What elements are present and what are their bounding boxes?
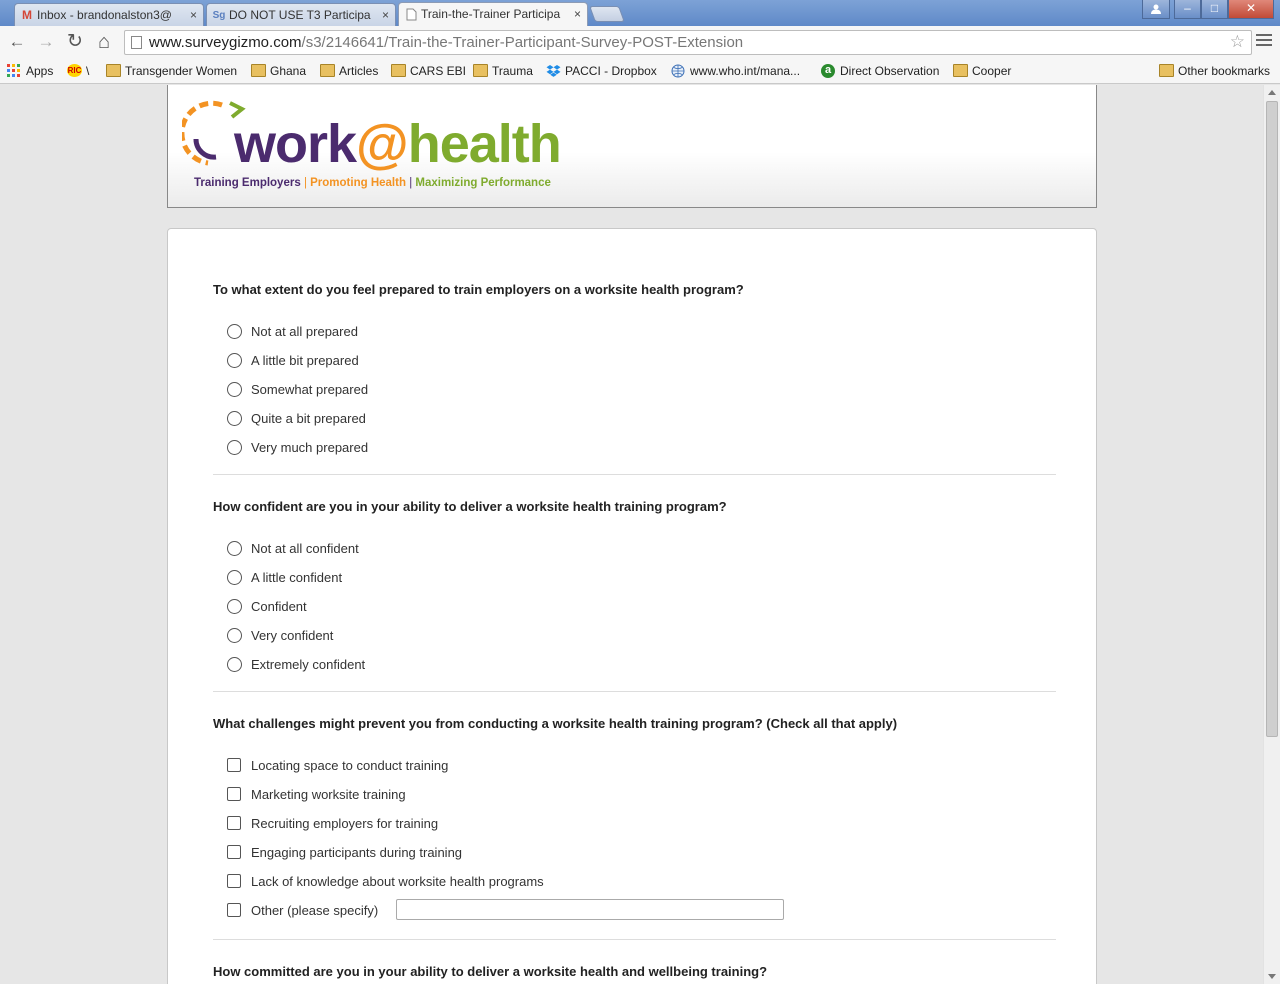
tab-label: Inbox - brandonalston3@	[37, 8, 172, 22]
other-specify-input[interactable]	[396, 899, 784, 920]
forward-button[interactable]: →	[37, 32, 55, 51]
radio-button[interactable]	[227, 382, 242, 397]
tab-gmail-inbox[interactable]	[14, 3, 204, 26]
checkbox-option[interactable]: Marketing worksite training	[213, 780, 1056, 809]
checkbox-option[interactable]: Engaging participants during training	[213, 838, 1056, 867]
home-button[interactable]: ⌂	[97, 31, 111, 53]
user-icon[interactable]	[1142, 0, 1170, 19]
back-button[interactable]: ←	[8, 32, 26, 51]
radio-option[interactable]: Quite a bit prepared	[213, 404, 1056, 433]
folder-icon	[473, 64, 488, 77]
checkbox[interactable]	[227, 787, 241, 801]
dropbox-icon	[546, 64, 561, 77]
radio-button[interactable]	[227, 657, 242, 672]
survey-header	[167, 85, 1097, 208]
address-bar[interactable]	[124, 30, 1252, 55]
radio-button[interactable]	[227, 411, 242, 426]
checkbox-option[interactable]: Lack of knowledge about worksite health programs	[213, 867, 1056, 896]
survey-form	[167, 228, 1097, 984]
tab-survey-active[interactable]	[398, 2, 588, 26]
page-viewport	[0, 85, 1263, 984]
browser-toolbar	[0, 26, 1280, 58]
bookmark-star-icon[interactable]: ☆	[1229, 32, 1245, 51]
globe-icon	[671, 64, 686, 77]
scroll-down-arrow-icon[interactable]	[1268, 974, 1276, 979]
new-tab-button[interactable]	[589, 6, 625, 22]
question-challenges	[213, 715, 1056, 925]
checkbox-option[interactable]: Locating space to conduct training	[213, 751, 1056, 780]
question-divider	[213, 474, 1056, 475]
close-icon[interactable]: ×	[573, 7, 581, 21]
bookmark-direct-observation[interactable]: a Direct Observation	[821, 63, 939, 79]
question-divider	[213, 691, 1056, 692]
scrollbar-thumb[interactable]	[1266, 101, 1278, 737]
page-icon	[404, 8, 418, 21]
bookmark-transgender-women[interactable]: Transgender Women	[106, 63, 237, 79]
radio-button[interactable]	[227, 440, 242, 455]
close-window-button[interactable]: ✕	[1228, 0, 1274, 19]
folder-icon	[953, 64, 968, 77]
url-text[interactable]: www.surveygizmo.com/s3/2146641/Train-the-Trainer-Participant-Survey-POST-Extension	[149, 34, 744, 51]
gmail-icon: M	[22, 8, 32, 22]
radio-button[interactable]	[227, 324, 242, 339]
bookmark-trauma[interactable]: Trauma	[473, 63, 533, 79]
folder-icon	[1159, 64, 1174, 77]
tab-label: DO NOT USE T3 Participa	[229, 8, 371, 22]
question-title: How confident are you in your ability to deliver a worksite health training program?	[213, 499, 727, 514]
close-icon[interactable]: ×	[381, 8, 389, 22]
apps-icon	[7, 64, 22, 77]
bookmark-cars-ebi[interactable]: CARS EBI	[391, 63, 466, 79]
radio-option[interactable]: A little confident	[213, 563, 1056, 592]
radio-button[interactable]	[227, 599, 242, 614]
bookmark-pacci-dropbox[interactable]: PACCI - Dropbox	[546, 63, 657, 79]
question-commitment	[213, 963, 1056, 981]
bookmarks-bar	[0, 58, 1280, 84]
radio-option[interactable]: Very much prepared	[213, 433, 1056, 462]
logo-wordmark: work@health	[234, 114, 561, 174]
question-divider	[213, 939, 1056, 940]
folder-icon	[320, 64, 335, 77]
browser-titlebar	[0, 0, 1280, 26]
tab-label: Train-the-Trainer Participa	[421, 7, 561, 21]
tab-surveygizmo-edit[interactable]	[206, 3, 396, 26]
checkbox[interactable]	[227, 758, 241, 772]
bookmark-ric[interactable]: RIC \	[67, 64, 90, 78]
page-scrollbar[interactable]	[1263, 85, 1280, 984]
bookmark-apps[interactable]: Apps	[7, 63, 53, 79]
logo-tagline: Training Employers | Promoting Health | Maximizing Performance	[194, 177, 551, 189]
checkbox[interactable]	[227, 874, 241, 888]
radio-option[interactable]: A little bit prepared	[213, 346, 1056, 375]
close-icon[interactable]: ×	[189, 8, 197, 22]
maximize-button[interactable]: □	[1201, 0, 1228, 19]
question-confidence	[213, 498, 1056, 679]
radio-option[interactable]: Extremely confident	[213, 650, 1056, 679]
radio-option[interactable]: Confident	[213, 592, 1056, 621]
folder-icon	[251, 64, 266, 77]
folder-icon	[106, 64, 121, 77]
question-title: To what extent do you feel prepared to train employers on a worksite health program?	[213, 282, 744, 297]
green-a-icon: a	[821, 64, 835, 78]
radio-option[interactable]: Not at all confident	[213, 534, 1056, 563]
bookmark-who[interactable]: www.who.int/mana...	[671, 63, 800, 79]
checkbox[interactable]	[227, 845, 241, 859]
ric-icon: RIC	[67, 66, 82, 75]
radio-option[interactable]: Not at all prepared	[213, 317, 1056, 346]
folder-icon	[391, 64, 406, 77]
question-preparedness	[213, 281, 1056, 462]
work-at-health-logo	[182, 99, 582, 199]
chrome-menu-icon[interactable]	[1256, 34, 1272, 50]
question-title: How committed are you in your ability to deliver a worksite health and wellbeing training?	[213, 964, 768, 979]
bookmark-cooper[interactable]: Cooper	[953, 63, 1011, 79]
radio-button[interactable]	[227, 628, 242, 643]
checkbox-option[interactable]: Recruiting employers for training	[213, 809, 1056, 838]
page-icon	[131, 36, 142, 49]
checkbox[interactable]	[227, 903, 241, 917]
bookmark-ghana[interactable]: Ghana	[251, 63, 306, 79]
checkbox[interactable]	[227, 816, 241, 830]
reload-button[interactable]: ↻	[67, 31, 83, 52]
surveygizmo-icon: Sg	[212, 10, 226, 21]
radio-option[interactable]: Somewhat prepared	[213, 375, 1056, 404]
radio-button[interactable]	[227, 353, 242, 368]
checkbox-option-other[interactable]: Other (please specify)	[213, 896, 1056, 925]
minimize-button[interactable]: –	[1174, 0, 1201, 19]
other-bookmarks[interactable]: Other bookmarks	[1159, 63, 1270, 79]
question-title: What challenges might prevent you from conducting a worksite health training program? (Check all that apply)	[213, 716, 898, 731]
radio-button[interactable]	[227, 541, 242, 556]
radio-option[interactable]: Very confident	[213, 621, 1056, 650]
radio-button[interactable]	[227, 570, 242, 585]
bookmark-articles[interactable]: Articles	[320, 63, 378, 79]
scroll-up-arrow-icon[interactable]	[1268, 90, 1276, 95]
